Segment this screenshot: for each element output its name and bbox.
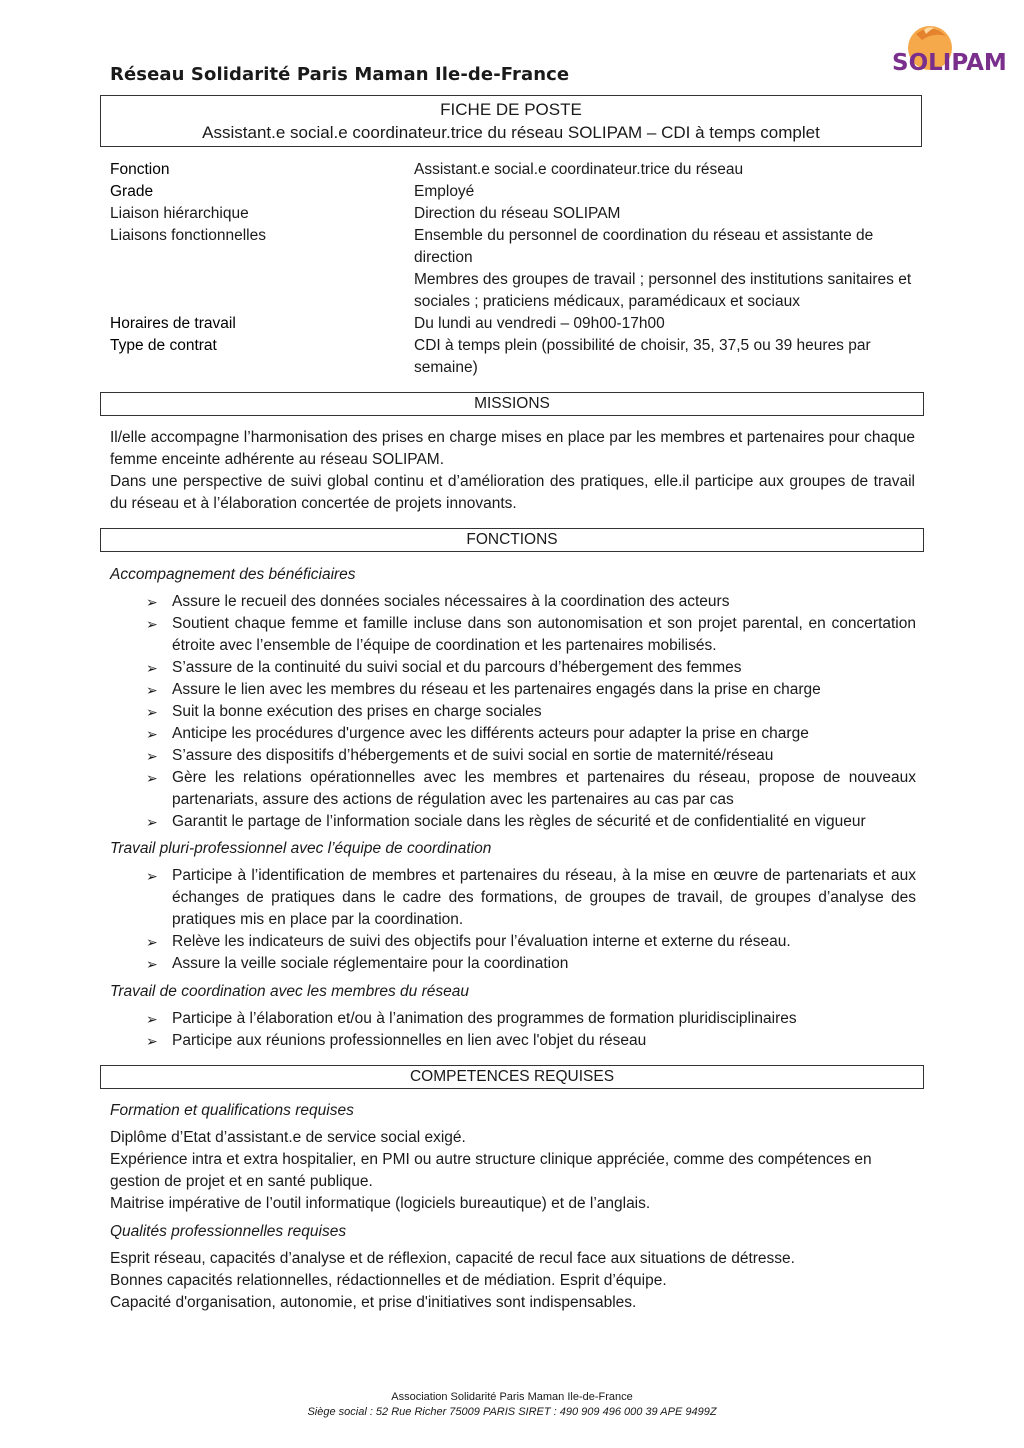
arrow-bullet-icon: ➢ [146,956,158,972]
list-item-text: Soutient chaque femme et famille incluse dans son autonomisation et son projet parental, en concertation étroite avec l’ensemble de l’équipe de coordination et les partenaires mobilisés. [172,615,916,654]
list-item [146,679,916,701]
list-item [146,745,916,767]
info-row [110,203,922,225]
arrow-bullet-icon: ➢ [146,704,158,720]
fiche-subtitle: Assistant.e social.e coordinateur.trice du réseau SOLIPAM – CDI à temps complet [202,123,820,142]
list-item-text: S’assure des dispositifs d’hébergements et de suivi social en sortie de maternité/réseau [172,747,774,764]
text-line: Expérience intra et extra hospitalier, en PMI ou autre structure clinique appréciée, comme des compétences en gestion de projet et en santé publique. [110,1151,872,1190]
info-value: Direction du réseau SOLIPAM [414,205,621,222]
list-item [146,767,916,811]
fiche-title: FICHE DE POSTE [440,100,582,119]
list-item [146,811,916,833]
list-item-text: Relève les indicateurs de suivi des objectifs pour l’évaluation interne et externe du réseau. [172,933,791,950]
arrow-bullet-icon: ➢ [146,934,158,950]
missions-paragraph: Il/elle accompagne l’harmonisation des prises en charge mises en place par les membres et partenaires pour chaque femme enceinte adhérente au réseau SOLIPAM. [110,429,915,468]
list-item-text: S’assure de la continuité du suivi social et du parcours d’hébergement des femmes [172,659,742,676]
info-value: Employé [414,183,475,200]
list-item-text: Participe à l’identification de membres et partenaires du réseau, à la mise en œuvre de partenariats et aux échanges de pratiques dans le cadre des formations, de groupes de travail, de groupes d’analyse des pratiques mis en place par la coordination. [172,867,916,928]
subheading: Accompagnement des bénéficiaires [110,566,356,583]
arrow-bullet-icon: ➢ [146,660,158,676]
list-item [146,723,916,745]
list-item-text: Assure le lien avec les membres du réseau et les partenaires engagés dans la prise en charge [172,681,821,698]
list-item [146,865,916,931]
list-item-text: Assure la veille sociale réglementaire pour la coordination [172,955,569,972]
list-item-text: Suit la bonne exécution des prises en charge sociales [172,703,542,720]
info-value: Ensemble du personnel de coordination du réseau et assistante de direction [414,227,874,266]
text-line: Maitrise impérative de l’outil informatique (logiciels bureautique) et de l’anglais. [110,1195,651,1212]
section-fonctions-title: FONCTIONS [100,528,924,552]
formation-text [110,1127,915,1215]
list-item [146,1008,916,1030]
arrow-bullet-icon: ➢ [146,726,158,742]
info-label: Liaison hiérarchique [110,205,249,222]
footer-address: Siège social : 52 Rue Richer 75009 PARIS SIRET : 490 909 496 000 39 APE 9499Z [307,1406,717,1418]
text-line: Capacité d'organisation, autonomie, et prise d'initiatives sont indispensables. [110,1294,637,1311]
missions-paragraph: Dans une perspective de suivi global continu et d’amélioration des pratiques, elle.il participe aux groupes de travail du réseau et à l’élaboration concertée de projets innovants. [110,473,915,512]
missions-text [110,427,915,515]
list-item-text: Assure le recueil des données sociales nécessaires à la coordination des acteurs [172,593,730,610]
arrow-bullet-icon: ➢ [146,770,158,786]
list-item-text: Participe aux réunions professionnelles en lien avec l'objet du réseau [172,1032,647,1049]
solipam-logo [888,24,1007,84]
list-item-text: Participe à l’élaboration et/ou à l’animation des programmes de formation pluridisciplinaires [172,1010,797,1027]
arrow-bullet-icon: ➢ [146,814,158,830]
text-line: Bonnes capacités relationnelles, rédactionnelles et de médiation. Esprit d’équipe. [110,1272,667,1289]
list-item-text: Gère les relations opérationnelles avec les membres et partenaires du réseau, propose de nouveaux partenariats, assure des actions de régulation avec les partenaires au cas par cas [172,769,916,808]
arrow-bullet-icon: ➢ [146,1033,158,1049]
arrow-bullet-icon: ➢ [146,616,158,632]
info-row [110,269,922,313]
page-title: Réseau Solidarité Paris Maman Ile-de-France [110,64,570,85]
info-label: Grade [110,183,154,200]
info-row [110,225,922,269]
list-item [146,701,916,723]
list-item [146,931,916,953]
arrow-bullet-icon: ➢ [146,868,158,884]
arrow-bullet-icon: ➢ [146,748,158,764]
list-item [146,591,916,613]
arrow-bullet-icon: ➢ [146,594,158,610]
subheading: Travail pluri-professionnel avec l’équipe de coordination [110,840,492,857]
bullet-list [146,865,916,975]
bullet-list [146,1008,916,1052]
footer [0,1390,1024,1420]
section-missions-title: MISSIONS [100,392,924,416]
section-competences-title: COMPETENCES REQUISES [100,1065,924,1089]
info-value: CDI à temps plein (possibilité de choisir, 35, 37,5 ou 39 heures par semaine) [414,337,871,376]
info-label [110,269,414,313]
subheading: Travail de coordination avec les membres du réseau [110,983,469,1000]
arrow-bullet-icon: ➢ [146,1011,158,1027]
info-label: Horaires de travail [110,315,236,332]
bullet-list [146,591,916,833]
list-item [146,1030,916,1052]
info-value: Du lundi au vendredi – 09h00-17h00 [414,315,665,332]
list-item [146,953,916,975]
info-label: Liaisons fonctionnelles [110,227,266,244]
info-row [110,335,922,379]
subheading: Qualités professionnelles requises [110,1223,347,1240]
info-table [110,159,922,379]
info-row [110,313,922,335]
info-label: Fonction [110,161,170,178]
footer-association: Association Solidarité Paris Maman Ile-de-France [391,1391,633,1403]
fiche-header [100,95,922,147]
info-row [110,181,922,203]
info-value: Membres des groupes de travail ; personnel des institutions sanitaires et sociales ; praticiens médicaux, paramédicaux et sociaux [414,271,912,310]
qualites-text [110,1248,915,1314]
list-item [146,657,916,679]
list-item-text: Anticipe les procédures d'urgence avec les différents acteurs pour adapter la prise en charge [172,725,809,742]
list-item [146,613,916,657]
subheading: Formation et qualifications requises [110,1102,354,1119]
list-item-text: Garantit le partage de l’information sociale dans les règles de sécurité et de confidentialité en vigueur [172,813,866,830]
text-line: Esprit réseau, capacités d’analyse et de réflexion, capacité de recul face aux situations de détresse. [110,1250,795,1267]
logo-text: SOLIPAM [892,50,1007,76]
arrow-bullet-icon: ➢ [146,682,158,698]
info-row [110,159,922,181]
text-line: Diplôme d’Etat d’assistant.e de service social exigé. [110,1129,466,1146]
info-value: Assistant.e social.e coordinateur.trice du réseau [414,161,744,178]
info-label: Type de contrat [110,337,217,354]
